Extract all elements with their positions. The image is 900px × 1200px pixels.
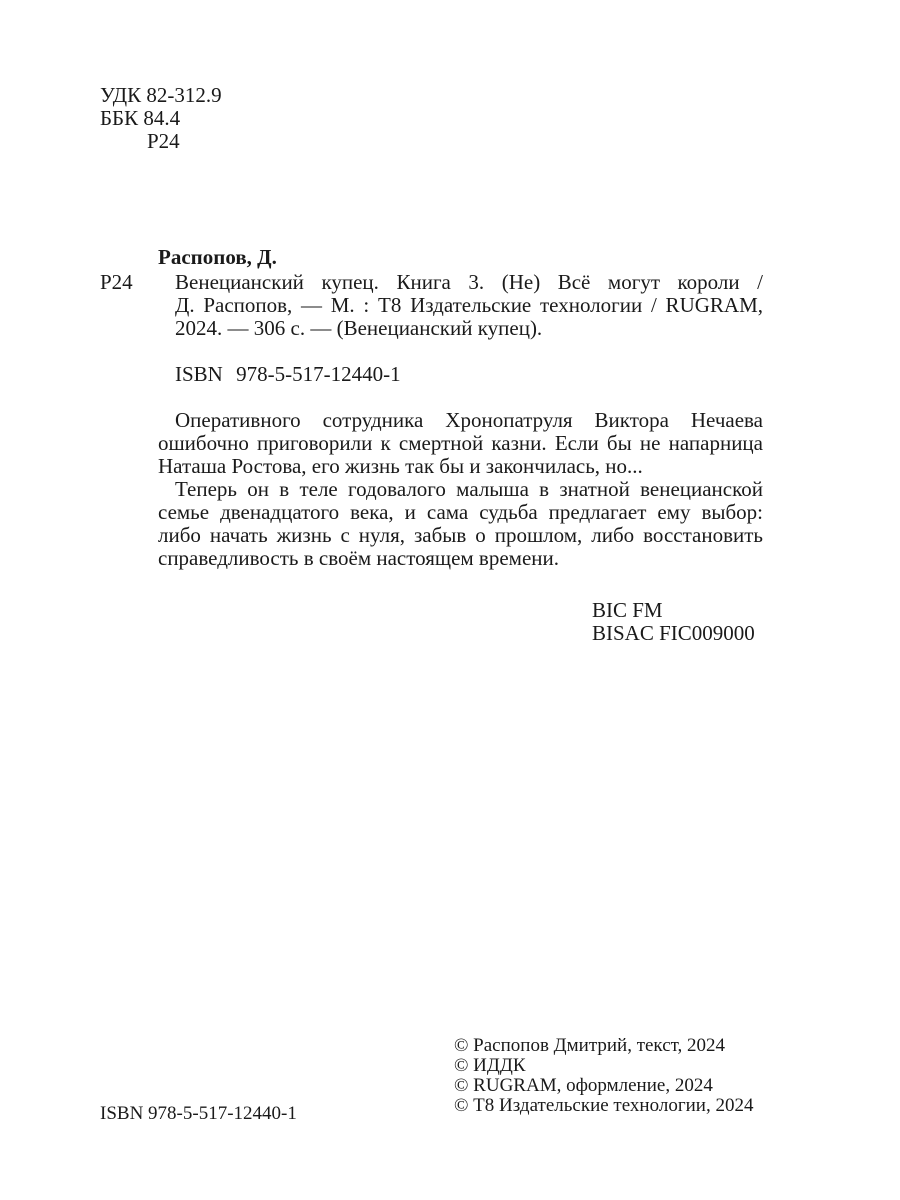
annotation-line: семье двенадцатого века, и сама судьба предлагает ему выбор: (158, 500, 763, 524)
copyright-line: © Т8 Издательские технологии, 2024 (454, 1095, 754, 1116)
record-line: 2024. — 306 с. — (Венецианский купец). (175, 316, 543, 340)
record-author-mark: Р24 (100, 270, 133, 294)
record-line: Венецианский купец. Книга 3. (Не) Всё могут короли / (175, 270, 763, 294)
author-mark-code: Р24 (147, 129, 180, 153)
bic-code: BIC FM (592, 598, 663, 622)
udk-code: УДК 82-312.9 (100, 83, 222, 107)
copyright-line: © Распопов Дмитрий, текст, 2024 (454, 1035, 726, 1056)
isbn-record: ISBN 978-5-517-12440-1 (175, 362, 401, 386)
copyright-line: © RUGRAM, оформление, 2024 (454, 1075, 713, 1096)
footer-isbn: ISBN 978-5-517-12440-1 (100, 1103, 297, 1124)
annotation-line: либо начать жизнь с нуля, забыв о прошлом, либо восстановить (158, 523, 763, 547)
record-line: Д. Распопов, — М. : Т8 Издательские технологии / RUGRAM, (175, 293, 763, 317)
copyright-line: © ИДДК (454, 1055, 526, 1076)
bbk-code: ББК 84.4 (100, 106, 181, 130)
annotation-line: Теперь он в теле годовалого малыша в знатной венецианской (175, 477, 763, 501)
annotation-line: Наташа Ростова, его жизнь так бы и закончилась, но... (158, 454, 643, 478)
annotation-line: справедливость в своём настоящем времени. (158, 546, 559, 570)
annotation-line: Оперативного сотрудника Хронопатруля Виктора Нечаева (175, 408, 763, 432)
copyright-block (454, 1036, 753, 1116)
author-heading: Распопов, Д. (158, 245, 277, 269)
bisac-code: BISAC FIC009000 (592, 621, 755, 645)
bibliographic-record (175, 271, 763, 340)
annotation-line: ошибочно приговорили к смертной казни. Если бы не напарница (158, 431, 763, 455)
annotation (158, 409, 763, 570)
